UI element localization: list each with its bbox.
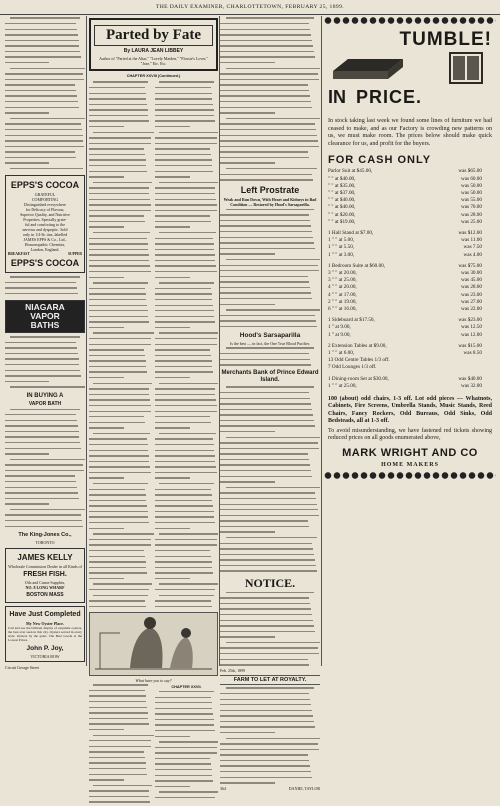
ad-heading: IN BUYING A	[26, 392, 64, 399]
text-block	[5, 17, 85, 172]
price-row	[328, 332, 492, 339]
item-price: 1 " " at 5.50,	[328, 244, 355, 251]
cash-only-heading: FOR CASH ONLY	[328, 154, 432, 167]
illustration-drawing	[90, 613, 217, 673]
company-name: MARK WRIGHT AND CO	[342, 446, 478, 459]
former-price: was $15.00	[458, 342, 482, 349]
ad-line: NIAGARA	[25, 302, 65, 313]
text-block	[89, 683, 152, 806]
epps-cocoa-ad	[5, 175, 85, 273]
ad-line: JAMES EPPS & Co., Ltd.,	[23, 237, 67, 243]
ad-line: COMFORTING	[31, 197, 59, 203]
ad-address: VICTORIA ROW	[30, 653, 60, 659]
text-block	[155, 593, 218, 610]
former-price: was 12.00	[460, 331, 482, 338]
illustration	[89, 612, 218, 676]
column-3	[220, 16, 320, 791]
odd-chairs-paragraph: 100 (about) odd chairs, 1-3 off. Lot odd pieces — Whatnots, Cabinets, Fire Screens, Umbrella Stands, Music Stands, Reed Chairs, Fancy Rockers, Odd Bureaus, Odd Sinks, Odd Bedsteads, all at 1-3 off.	[328, 396, 492, 425]
ad-subtitle: My New Oyster Place.	[26, 620, 64, 626]
text-block	[155, 691, 218, 801]
ad-signature: John P. Joy,	[26, 644, 64, 652]
serial-title-box	[89, 18, 218, 71]
price-row	[328, 277, 492, 284]
item-price: 1 " at 9.00,	[328, 324, 351, 331]
item-price: 6 " " at 16.00,	[328, 306, 357, 313]
ad-heading: FRESH FISH.	[23, 570, 67, 578]
ad-title: JAMES KELLY	[17, 552, 73, 562]
kelly-ad	[5, 548, 85, 603]
home-makers: HOME MAKERS	[381, 461, 439, 468]
parlor-price-list	[328, 168, 492, 226]
price-row	[328, 183, 492, 190]
former-price: was 50.00	[460, 182, 482, 189]
oyster-ad	[5, 606, 85, 662]
ad-product: Hood's Sarsaparilla	[239, 332, 301, 340]
price-row	[328, 376, 492, 383]
price-word: PRICE.	[356, 87, 423, 107]
notice-heading: NOTICE.	[244, 575, 296, 590]
serial-byline: By LAURA JEAN LIBBEY	[123, 48, 184, 54]
bedroom-price-list	[328, 263, 492, 313]
item-price: 1 " " at 25.00,	[328, 382, 357, 389]
text-block	[89, 593, 152, 610]
ad-subtitle: Wholesale Commission Dealer in all Kinds of	[8, 563, 82, 569]
signature: DANIEL TAYLOR	[288, 786, 320, 792]
page-number: 364	[220, 786, 226, 792]
sofa-illustration	[328, 53, 408, 83]
ad-line: BATHS	[30, 320, 60, 331]
price-row	[328, 292, 492, 299]
price-row	[328, 230, 492, 237]
item-price: 2 Extension Tables at $9.00,	[328, 342, 387, 349]
ad-footer: SUPPER	[68, 252, 82, 257]
ad-subheading: Weak and Run Down, With Heart and Kidneys in Bad Condition — Restored by Hood's Sarsaparilla.	[223, 197, 317, 208]
item-price: 3 " " at 20.00,	[328, 270, 357, 277]
column-2	[89, 16, 218, 806]
ad-footer: BREAKFAST	[8, 252, 30, 257]
dining-price-list	[328, 376, 492, 390]
price-row	[328, 383, 492, 390]
ad-line: London, England.	[30, 247, 60, 253]
former-price: was $65.00	[458, 168, 482, 175]
serial-author-note: Author of "Parted at the Altar," "Lovely Maiden," "Flossie's Lover," "Jose," Etc. Etc.	[99, 56, 208, 66]
ad-line: Properties. Specially grate-	[23, 217, 67, 223]
cabinet-illustration	[446, 51, 486, 85]
item-price: 1 Sideboard at $17.50,	[328, 317, 375, 324]
bank-heading: Merchants Bank of Prince Edward Island.	[221, 370, 319, 384]
column-1	[5, 16, 85, 670]
item-price: 1 Hall Stand at $7.00,	[328, 230, 374, 236]
price-row: 7 Odd Lounges 1/3 off.	[328, 364, 377, 371]
intro-paragraph: In stock taking last week we found some lines of furniture we had ceased to make, and as our Factory is crowding new patterns on us, we must make room. The prices below should make quick clearance for us, and profit for the buyers.	[328, 118, 492, 147]
price-row	[328, 317, 492, 324]
former-price: was 45.00	[460, 277, 482, 284]
price-row	[328, 212, 492, 219]
item-price: 1 " " at 6.00,	[328, 350, 355, 357]
former-price: was 50.00	[460, 189, 482, 196]
text-block	[5, 276, 85, 297]
ornament-border	[324, 471, 496, 480]
chapter-heading: CHAPTER XXVIII (Continued.)	[126, 74, 181, 78]
item-price: 1 " " at 5.00,	[328, 237, 355, 244]
chapter-heading: CHAPTER XXVII.	[171, 684, 202, 689]
former-price: was 28.00	[460, 284, 482, 291]
item-price: " " at $20.00,	[328, 211, 356, 218]
ad-line: only in 1/4-lb. tins, labelled	[22, 232, 68, 238]
text-block	[220, 687, 320, 786]
text-block	[220, 592, 320, 669]
column-rule	[86, 16, 87, 666]
niagara-ad	[5, 300, 85, 333]
price-row	[328, 204, 492, 211]
ad-line: ful and comforting to the	[25, 222, 65, 228]
ad-title: Have Just Completed	[9, 610, 81, 618]
ad-headline: Left Prostrate	[240, 185, 300, 196]
item-price: " " at $40.00,	[328, 197, 356, 204]
ad-line: Superior Quality, and Nutritive	[20, 212, 70, 218]
ad-line: VAPOR	[30, 311, 60, 322]
ornament-border	[324, 16, 496, 25]
column-4	[324, 16, 496, 480]
illustration-caption: What have you to say?	[135, 677, 172, 683]
former-price: was 11.00	[461, 237, 482, 244]
item-price: " " at $35.00,	[328, 182, 356, 189]
ad-body: Call and see the brilliant display of exquisite oysters, the best ever seen in this city. Oysters served in every style. Oysters by the quart. The Best Goods at the Lowest Prices.	[8, 625, 82, 643]
price-row	[328, 263, 492, 270]
former-price: was 60.00	[460, 175, 482, 182]
price-row	[328, 270, 492, 277]
former-price: was $75.00	[458, 262, 482, 269]
text-block	[220, 347, 320, 368]
farm-heading: FARM TO LET AT ROYALTY.	[220, 675, 320, 685]
ad-title: EPPS'S COCOA	[10, 180, 80, 191]
price-row	[328, 306, 492, 313]
item-price: 2 " " at 19.00,	[328, 298, 357, 305]
masthead: THE DAILY EXAMINER, CHARLOTTETOWN, FEBRUARY 25, 1899.	[0, 0, 500, 15]
price-row	[328, 324, 492, 331]
text-block	[220, 17, 320, 183]
ad-city: BOSTON MASS	[26, 591, 64, 598]
extension-price-list	[328, 343, 492, 357]
former-price: was 4.00	[463, 251, 482, 258]
item-price: 4 " " at 20.00,	[328, 284, 357, 291]
notice-date: Feb. 25th, 1899	[220, 668, 246, 674]
former-price: was $23.00	[458, 317, 482, 324]
item-price: " " at $40.00,	[328, 175, 356, 182]
former-price: was 27.00	[460, 298, 482, 305]
ad-line: Homoeopathic Chemists,	[24, 242, 66, 248]
price-row	[328, 284, 492, 291]
item-price: 1 Dining-room Set at $30.00,	[328, 375, 389, 382]
former-price: was 7.50	[463, 244, 482, 251]
item-price: " " at $19.00,	[328, 218, 356, 225]
item-price: " " at $40.00,	[328, 204, 356, 211]
text-block	[220, 209, 320, 330]
price-row	[328, 237, 492, 244]
ad-line: GRATEFUL	[34, 192, 56, 198]
price-row	[328, 252, 492, 259]
hall-price-list	[328, 230, 492, 259]
text-block	[5, 409, 85, 530]
item-price: 4 " " at 17.00,	[328, 291, 357, 298]
text-block	[155, 80, 218, 593]
serial-title: Parted by Fate	[94, 25, 213, 46]
former-price: was 22.00	[460, 306, 482, 313]
price-row	[328, 219, 492, 226]
price-row: 13 Odd Centre Tables 1/3 off.	[328, 357, 390, 364]
price-row	[328, 168, 492, 175]
in-word: IN	[328, 87, 346, 107]
former-price: was 12.50	[460, 324, 482, 331]
item-price: " " at $37.00,	[328, 189, 356, 196]
column-rule	[321, 16, 322, 666]
ad-line: for Delicacy of Flavour,	[25, 207, 65, 213]
former-price: was 70.00	[460, 204, 482, 211]
former-price: was 30.00	[460, 270, 482, 277]
item-price: 1 " at 9.00,	[328, 331, 351, 338]
text-block	[220, 386, 320, 574]
former-price: was 32.00	[460, 382, 482, 389]
item-price: 1 Bedroom Suite at $60.00,	[328, 262, 386, 269]
ad-title: EPPS'S COCOA	[10, 258, 80, 269]
former-price: was $40.00	[458, 375, 482, 382]
item-price: 1 " " at 3.00,	[328, 251, 355, 258]
price-row	[328, 299, 492, 306]
former-price: was 28.00	[460, 211, 482, 218]
item-price: Parlor Suit at $45.00,	[328, 168, 373, 175]
former-price: was 8.50	[463, 350, 482, 357]
company-name: The King-Jones Co.,	[18, 531, 72, 538]
price-row	[328, 244, 492, 251]
ad-subheading: VAPOR BATH	[28, 400, 62, 407]
former-price: was 23.00	[460, 291, 482, 298]
tumble-heading: TUMBLE!	[399, 29, 492, 50]
former-price: was $12.00	[458, 230, 482, 236]
former-price: was 25.00	[460, 218, 482, 225]
footer-line: Circuit George Street	[5, 664, 40, 670]
city: TORONTO	[35, 539, 55, 545]
item-price: 3 " " at 25.00,	[328, 277, 357, 284]
price-row	[328, 176, 492, 183]
ad-line: nervous and dyspeptic. Sold	[22, 227, 68, 233]
price-row	[328, 343, 492, 350]
text-block	[5, 336, 85, 390]
sideboard-price-list	[328, 317, 492, 339]
ad-product-sub: Is the best — in fact, the One True Blood Purifier.	[230, 341, 310, 347]
ad-line: NO. 8 LONG WHARF	[25, 584, 65, 590]
ad-line: Distinguished everywhere	[24, 202, 66, 208]
ad-line: Oils and Canoe Supplies,	[24, 579, 66, 585]
former-price: was 55.00	[460, 197, 482, 204]
avoid-paragraph: To avoid misunderstanding, we have fastened red tickets showing reduced prices on all goods enumerated above,	[328, 427, 492, 442]
text-block	[89, 80, 152, 593]
